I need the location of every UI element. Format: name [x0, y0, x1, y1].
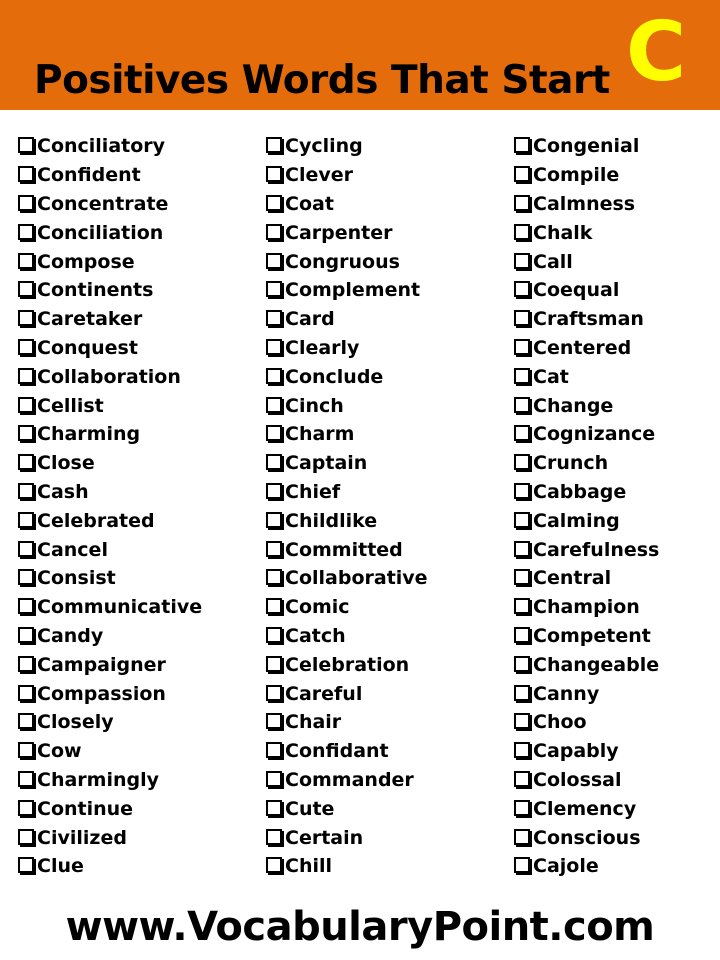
list-item: [514, 362, 720, 391]
list-item: [266, 132, 506, 161]
checkbox-icon: [18, 253, 34, 269]
list-item: [18, 535, 258, 564]
list-item: [514, 276, 720, 305]
word-label: Centered: [533, 336, 632, 359]
checkbox-icon: [18, 656, 34, 672]
word-label: Concentrate: [37, 192, 169, 215]
word-label: Charmingly: [37, 768, 159, 791]
checkbox-icon: [266, 425, 282, 441]
checkbox-icon: [266, 598, 282, 614]
word-label: Celebrated: [37, 509, 155, 532]
checkbox-icon: [514, 541, 530, 557]
list-item: [18, 218, 258, 247]
word-label: Colossal: [533, 768, 622, 791]
checkbox-icon: [18, 281, 34, 297]
word-column-2: [266, 132, 506, 881]
list-item: [266, 391, 506, 420]
word-label: Cat: [533, 365, 569, 388]
list-item: [18, 132, 258, 161]
checkbox-icon: [18, 137, 34, 153]
word-label: Close: [37, 452, 95, 475]
word-label: Cinch: [285, 394, 344, 417]
word-label: Chill: [285, 855, 333, 878]
checkbox-icon: [266, 512, 282, 528]
checkbox-icon: [266, 627, 282, 643]
list-item: [18, 161, 258, 190]
checkbox-icon: [514, 166, 530, 182]
list-item: [514, 247, 720, 276]
list-item: [266, 593, 506, 622]
checkbox-icon: [514, 598, 530, 614]
word-label: Champion: [533, 596, 640, 619]
list-item: [514, 650, 720, 679]
word-label: Charm: [285, 423, 355, 446]
checkbox-icon: [18, 800, 34, 816]
list-item: [266, 506, 506, 535]
list-item: [266, 276, 506, 305]
word-label: Conquest: [37, 336, 138, 359]
checkbox-icon: [18, 166, 34, 182]
checkbox-icon: [514, 713, 530, 729]
list-item: [18, 362, 258, 391]
word-label: Cognizance: [533, 423, 656, 446]
checkbox-icon: [266, 829, 282, 845]
checkbox-icon: [18, 829, 34, 845]
checkbox-icon: [514, 397, 530, 413]
checkbox-icon: [266, 771, 282, 787]
word-label: Changeable: [533, 653, 660, 676]
checkbox-icon: [514, 310, 530, 326]
word-label: Continue: [37, 797, 134, 820]
checkbox-icon: [514, 771, 530, 787]
list-item: [18, 593, 258, 622]
checkbox-icon: [266, 541, 282, 557]
word-column-1: [18, 132, 258, 881]
word-label: Candy: [37, 624, 104, 647]
checkbox-icon: [514, 656, 530, 672]
list-item: [514, 622, 720, 651]
list-item: [514, 593, 720, 622]
list-item: [266, 708, 506, 737]
list-item: [514, 737, 720, 766]
list-item: [514, 766, 720, 795]
list-item: [266, 823, 506, 852]
checkbox-icon: [266, 339, 282, 355]
word-label: Committed: [285, 538, 403, 561]
checkbox-icon: [266, 310, 282, 326]
list-item: [18, 276, 258, 305]
header-banner: [0, 0, 720, 110]
checkbox-icon: [18, 713, 34, 729]
checkbox-icon: [266, 137, 282, 153]
list-item: [266, 334, 506, 363]
word-label: Canny: [533, 682, 600, 705]
list-item: [514, 679, 720, 708]
checkbox-icon: [514, 829, 530, 845]
word-label: Chief: [285, 480, 341, 503]
list-item: [514, 564, 720, 593]
word-label: Change: [533, 394, 614, 417]
checkbox-icon: [266, 166, 282, 182]
checkbox-icon: [266, 857, 282, 873]
checkbox-icon: [266, 195, 282, 211]
list-item: [514, 190, 720, 219]
checkbox-icon: [514, 627, 530, 643]
checkbox-icon: [514, 137, 530, 153]
checkbox-icon: [266, 742, 282, 758]
checkbox-icon: [18, 310, 34, 326]
word-label: Conscious: [533, 826, 641, 849]
checkbox-icon: [514, 281, 530, 297]
word-label: Cajole: [533, 855, 599, 878]
title-letter: C: [626, 5, 687, 100]
word-label: Crunch: [533, 452, 609, 475]
list-item: [514, 218, 720, 247]
list-item: [266, 478, 506, 507]
checkbox-icon: [18, 685, 34, 701]
checkbox-icon: [18, 195, 34, 211]
word-label: Compose: [37, 250, 135, 273]
list-item: [266, 852, 506, 881]
checkbox-icon: [18, 425, 34, 441]
checkbox-icon: [18, 598, 34, 614]
word-label: Conciliation: [37, 221, 164, 244]
list-item: [18, 478, 258, 507]
checkbox-icon: [266, 224, 282, 240]
list-item: [18, 334, 258, 363]
checkbox-icon: [514, 857, 530, 873]
checkbox-icon: [266, 281, 282, 297]
page-title: Positives Words That Start: [34, 58, 610, 103]
list-item: [514, 708, 720, 737]
list-item: [266, 247, 506, 276]
list-item: [514, 449, 720, 478]
checkbox-icon: [18, 569, 34, 585]
word-label: Confidant: [285, 740, 389, 763]
checkbox-icon: [266, 713, 282, 729]
list-item: [266, 766, 506, 795]
checkbox-icon: [514, 512, 530, 528]
list-item: [514, 132, 720, 161]
list-item: [18, 190, 258, 219]
word-label: Civilized: [37, 826, 127, 849]
word-label: Commander: [285, 768, 414, 791]
word-label: Cabbage: [533, 480, 627, 503]
list-item: [18, 391, 258, 420]
word-label: Consist: [37, 567, 116, 590]
checkbox-icon: [18, 224, 34, 240]
website-footer: www.VocabularyPoint.com: [65, 904, 655, 950]
word-label: Closely: [37, 711, 114, 734]
list-item: [266, 218, 506, 247]
word-label: Careful: [285, 682, 363, 705]
list-item: [266, 535, 506, 564]
word-label: Complement: [285, 279, 421, 302]
list-item: [514, 478, 720, 507]
checkbox-icon: [18, 368, 34, 384]
checkbox-icon: [514, 339, 530, 355]
checkbox-icon: [18, 742, 34, 758]
word-label: Clue: [37, 855, 84, 878]
word-label: Conclude: [285, 365, 384, 388]
checkbox-icon: [266, 483, 282, 499]
word-label: Congruous: [285, 250, 400, 273]
list-item: [514, 305, 720, 334]
list-item: [514, 794, 720, 823]
word-label: Certain: [285, 826, 364, 849]
word-label: Central: [533, 567, 612, 590]
list-item: [514, 852, 720, 881]
list-item: [266, 190, 506, 219]
word-label: Cash: [37, 480, 89, 503]
checkbox-icon: [514, 224, 530, 240]
checkbox-icon: [18, 541, 34, 557]
list-item: [18, 449, 258, 478]
list-item: [514, 506, 720, 535]
list-item: [18, 852, 258, 881]
checkbox-icon: [266, 685, 282, 701]
checkbox-icon: [18, 627, 34, 643]
word-label: Clever: [285, 164, 353, 187]
list-item: [514, 334, 720, 363]
list-item: [18, 247, 258, 276]
list-item: [18, 766, 258, 795]
list-item: [18, 650, 258, 679]
list-item: [514, 420, 720, 449]
list-item: [18, 708, 258, 737]
word-label: Capably: [533, 740, 619, 763]
word-label: Carpenter: [285, 221, 393, 244]
list-item: [514, 823, 720, 852]
list-item: [18, 737, 258, 766]
word-label: Chalk: [533, 221, 593, 244]
checkbox-icon: [18, 397, 34, 413]
word-label: Calmness: [533, 192, 636, 215]
list-item: [514, 391, 720, 420]
word-label: Cow: [37, 740, 82, 763]
word-column-3: [514, 132, 720, 881]
checkbox-icon: [514, 742, 530, 758]
list-item: [18, 506, 258, 535]
checkbox-icon: [514, 195, 530, 211]
word-label: Cancel: [37, 538, 108, 561]
list-item: [514, 535, 720, 564]
word-label: Catch: [285, 624, 346, 647]
checkbox-icon: [266, 454, 282, 470]
word-label: Comic: [285, 596, 350, 619]
list-item: [266, 449, 506, 478]
word-label: Clearly: [285, 336, 360, 359]
checkbox-icon: [18, 454, 34, 470]
list-item: [266, 420, 506, 449]
list-item: [266, 679, 506, 708]
checkbox-icon: [514, 483, 530, 499]
list-item: [18, 420, 258, 449]
list-item: [18, 679, 258, 708]
checkbox-icon: [266, 368, 282, 384]
checkbox-icon: [18, 339, 34, 355]
list-item: [266, 737, 506, 766]
checkbox-icon: [266, 397, 282, 413]
word-label: Celebration: [285, 653, 410, 676]
word-label: Childlike: [285, 509, 378, 532]
checkbox-icon: [514, 253, 530, 269]
word-label: Collaborative: [285, 567, 428, 590]
word-label: Competent: [533, 624, 651, 647]
list-item: [266, 794, 506, 823]
word-label: Captain: [285, 452, 368, 475]
word-label: Choo: [533, 711, 587, 734]
checkbox-icon: [514, 685, 530, 701]
list-item: [266, 622, 506, 651]
checkbox-icon: [266, 253, 282, 269]
checkbox-icon: [514, 800, 530, 816]
checkbox-icon: [18, 771, 34, 787]
checkbox-icon: [514, 454, 530, 470]
word-label: Confident: [37, 164, 141, 187]
list-item: [18, 622, 258, 651]
list-item: [266, 362, 506, 391]
list-item: [266, 564, 506, 593]
word-label: Coequal: [533, 279, 620, 302]
list-item: [514, 161, 720, 190]
checkbox-icon: [266, 800, 282, 816]
list-item: [18, 823, 258, 852]
checkbox-icon: [266, 656, 282, 672]
checkbox-icon: [266, 569, 282, 585]
list-item: [18, 564, 258, 593]
checkbox-icon: [18, 512, 34, 528]
word-label: Collaboration: [37, 365, 181, 388]
word-label: Charming: [37, 423, 141, 446]
word-label: Caretaker: [37, 308, 143, 331]
list-item: [266, 650, 506, 679]
word-label: Coat: [285, 192, 334, 215]
word-label: Carefulness: [533, 538, 660, 561]
checkbox-icon: [18, 857, 34, 873]
word-label: Cycling: [285, 135, 363, 158]
word-label: Clemency: [533, 797, 637, 820]
word-label: Communicative: [37, 596, 203, 619]
word-label: Campaigner: [37, 653, 166, 676]
list-item: [266, 305, 506, 334]
word-label: Cute: [285, 797, 335, 820]
word-label: Cellist: [37, 394, 104, 417]
checkbox-icon: [514, 425, 530, 441]
checkbox-icon: [18, 483, 34, 499]
checkbox-icon: [514, 569, 530, 585]
word-label: Chair: [285, 711, 342, 734]
word-label: Conciliatory: [37, 135, 166, 158]
word-label: Compile: [533, 164, 620, 187]
word-label: Continents: [37, 279, 154, 302]
list-item: [18, 794, 258, 823]
word-label: Calming: [533, 509, 620, 532]
word-label: Card: [285, 308, 335, 331]
word-label: Compassion: [37, 682, 166, 705]
list-item: [18, 305, 258, 334]
word-label: Craftsman: [533, 308, 644, 331]
word-label: Call: [533, 250, 573, 273]
word-label: Congenial: [533, 135, 640, 158]
list-item: [266, 161, 506, 190]
checkbox-icon: [514, 368, 530, 384]
